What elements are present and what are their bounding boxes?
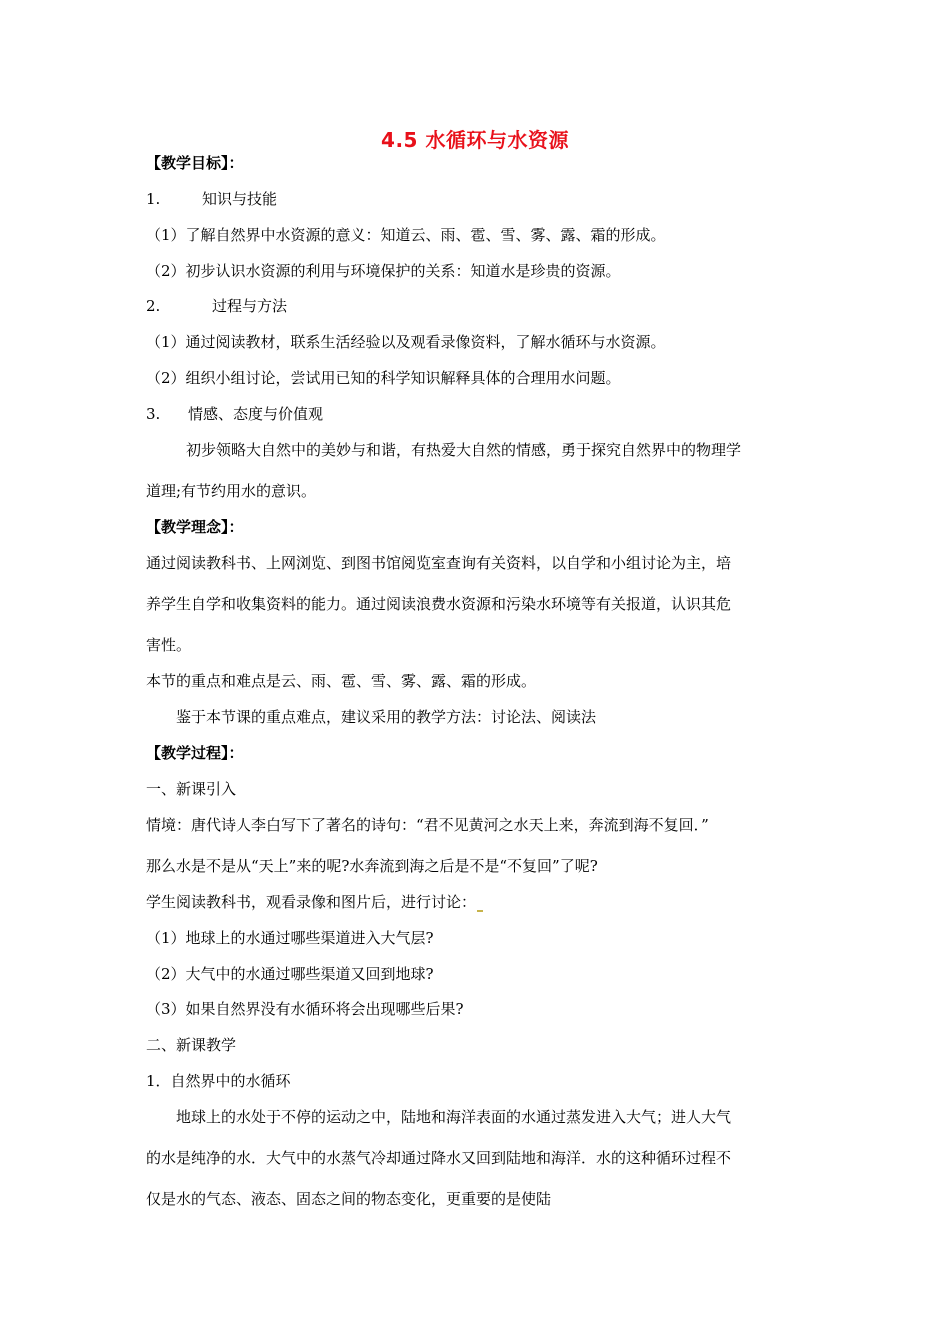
goal-1-heading xyxy=(146,189,277,209)
revision-mark xyxy=(477,910,483,912)
goal-1-text: 知识与技能 xyxy=(202,190,278,208)
idea-paragraph-line-3: 害性。 xyxy=(146,636,192,654)
process-question-3: （3）如果自然界没有水循环将会出现哪些后果? xyxy=(146,1000,464,1018)
goal-2-item-1: （1）通过阅读教材，联系生活经验以及观看录像资料，了解水循环与水资源。 xyxy=(146,333,666,351)
goal-1-item-2: （2）初步认识水资源的利用与环境保护的关系：知道水是珍贵的资源。 xyxy=(146,262,621,280)
water-cycle-paragraph-line-2: 的水是纯净的水．大气中的水蒸气冷却通过降水又回到陆地和海洋．水的这种循环过程不 xyxy=(146,1149,732,1167)
process-intro-heading: 一、新课引入 xyxy=(146,780,237,798)
goal-2-text: 过程与方法 xyxy=(212,297,288,315)
water-cycle-heading: 1．自然界中的水循环 xyxy=(146,1072,291,1090)
goal-2-number: 2. xyxy=(146,297,161,315)
goal-2-heading xyxy=(146,296,287,316)
process-heading: 【教学过程】： xyxy=(146,744,244,762)
idea-paragraph-line-2: 养学生自学和收集资料的能力。通过阅读浪费水资源和污染水环境等有关报道，认识其危 xyxy=(146,595,732,613)
goal-2-item-2: （2）组织小组讨论，尝试用已知的科学知识解释具体的合理用水问题。 xyxy=(146,369,621,387)
goals-heading: 【教学目标】： xyxy=(146,154,244,172)
water-cycle-paragraph-line-3: 仅是水的气态、液态、固态之间的物态变化，更重要的是使陆 xyxy=(146,1190,552,1208)
goal-3-paragraph-line-1: 初步领略大自然中的美妙与和谐，有热爱大自然的情感，勇于探究自然界中的物理学 xyxy=(186,441,742,459)
goal-3-paragraph-line-2: 道理;有节约用水的意识。 xyxy=(146,482,317,500)
goal-1-number: 1. xyxy=(146,190,161,208)
process-read-discuss-text: 学生阅读教科书，观看录像和图片后，进行讨论： xyxy=(146,893,477,911)
idea-heading: 【教学理念】： xyxy=(146,518,244,536)
process-question-1: （1）地球上的水通过哪些渠道进入大气层? xyxy=(146,929,434,947)
process-read-discuss xyxy=(146,892,483,912)
water-cycle-paragraph-line-1: 地球上的水处于不停的运动之中，陆地和海洋表面的水通过蒸发进入大气；进人大气 xyxy=(176,1108,732,1126)
process-scene-line-1: 情境：唐代诗人李白写下了著名的诗句：“君不见黄河之水天上来，奔流到海不复回．” xyxy=(146,816,709,834)
goal-3-heading xyxy=(146,404,323,424)
idea-key-points: 本节的重点和难点是云、雨、雹、雪、雾、露、霜的形成。 xyxy=(146,672,537,690)
process-question-2: （2）大气中的水通过哪些渠道又回到地球? xyxy=(146,965,434,983)
idea-paragraph-line-1: 通过阅读教科书、上网浏览、到图书馆阅览室查询有关资料，以自学和小组讨论为主，培 xyxy=(146,554,732,572)
idea-teaching-methods: 鉴于本节课的重点难点，建议采用的教学方法：讨论法、阅读法 xyxy=(176,708,597,726)
page-title: 4.5 水循环与水资源 xyxy=(381,128,569,152)
goal-3-number: 3. xyxy=(146,405,161,423)
goal-1-item-1: （1）了解自然界中水资源的意义：知道云、雨、雹、雪、雾、露、霜的形成。 xyxy=(146,226,666,244)
process-teaching-heading: 二、新课教学 xyxy=(146,1036,237,1054)
process-scene-line-2: 那么水是不是从“天上”来的呢?水奔流到海之后是不是“不复回”了呢? xyxy=(146,857,598,875)
goal-3-text: 情感、态度与价值观 xyxy=(188,405,324,423)
